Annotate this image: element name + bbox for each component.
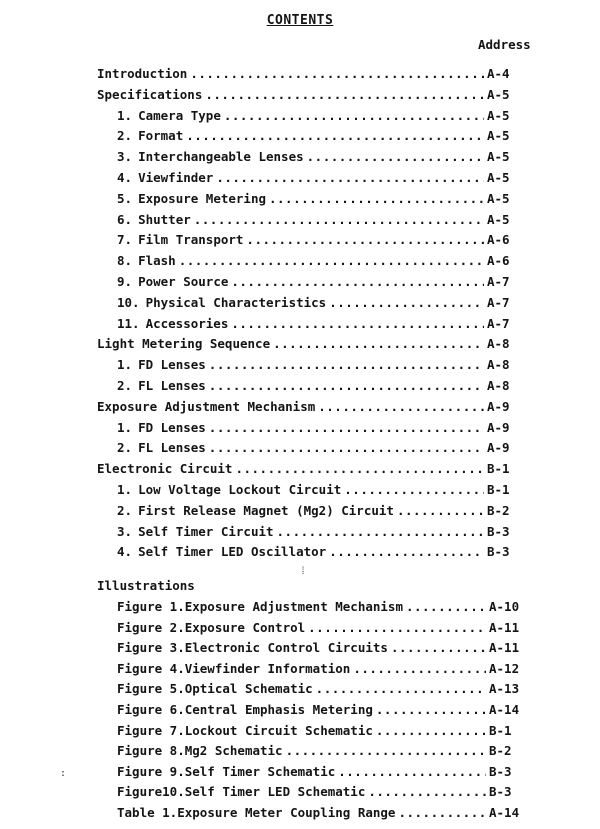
toc-entry xyxy=(97,501,535,522)
dot-leader xyxy=(277,522,484,543)
toc-entry xyxy=(97,334,535,355)
dot-leader xyxy=(318,397,484,418)
toc-entry-address: B-3 xyxy=(487,523,510,539)
toc-entry-number: 1. xyxy=(117,481,133,497)
toc-entry-address: A-5 xyxy=(487,169,510,185)
toc-entry-number: 11. xyxy=(117,315,140,331)
toc-entry-address: A-9 xyxy=(487,440,510,456)
illustration-figure-number: Figure 6. xyxy=(117,701,185,717)
toc-entry-address: A-5 xyxy=(487,86,510,102)
toc-entry xyxy=(97,272,535,293)
toc-entry xyxy=(97,210,535,231)
toc-entry-number: 2. xyxy=(117,440,133,456)
toc-entry-address: B-1 xyxy=(487,461,510,477)
illustration-figure-number: Figure10. xyxy=(117,784,185,800)
dot-leader xyxy=(286,741,486,762)
illustration-address: A-11 xyxy=(489,619,520,635)
toc-entry-number: 3. xyxy=(117,149,133,165)
toc-entry xyxy=(97,293,535,314)
toc-entry xyxy=(97,314,535,335)
toc-entry-label: Electronic Circuit xyxy=(97,461,233,477)
toc-entry-address: A-9 xyxy=(487,398,510,414)
illustration-address: A-14 xyxy=(489,804,520,820)
toc-entry-number: 2. xyxy=(117,502,133,518)
toc-entry-label: Exposure Metering xyxy=(138,190,266,206)
illustration-figure-number: Figure 3. xyxy=(117,640,185,656)
illustration-figure-number: Figure 1. xyxy=(117,599,185,614)
dot-leader xyxy=(209,418,484,439)
toc-entry-address: A-5 xyxy=(487,211,510,227)
dot-leader xyxy=(398,803,486,824)
illustration-entry xyxy=(117,700,535,721)
toc-entry-label: FL Lenses xyxy=(138,440,206,456)
illustration-label: Central Emphasis Metering xyxy=(184,701,373,717)
toc-entry-address: A-9 xyxy=(487,419,510,435)
toc-entry xyxy=(97,522,535,543)
toc-entry xyxy=(97,126,535,147)
dot-leader xyxy=(338,762,486,783)
dot-leader xyxy=(209,438,484,459)
illustration-label: Optical Schematic xyxy=(184,681,313,697)
toc-entry-address: A-8 xyxy=(487,357,510,373)
dot-leader xyxy=(391,638,486,659)
illustration-address: A-14 xyxy=(489,701,520,717)
toc-entry-number: 3. xyxy=(117,523,133,539)
toc-entry-number: 8. xyxy=(117,253,133,269)
dot-leader xyxy=(329,293,484,314)
toc-entry-number: 9. xyxy=(117,273,133,289)
illustration-figure-number: Figure 8. xyxy=(117,743,185,759)
toc-entry xyxy=(97,147,535,168)
illustration-entry xyxy=(117,721,535,742)
dot-leader xyxy=(344,480,484,501)
illustration-figure-number: Figure 9. xyxy=(117,763,185,779)
toc-entry-address: B-2 xyxy=(487,502,510,518)
address-column-header: Address xyxy=(478,37,531,52)
toc-entry-label: Specifications xyxy=(97,86,203,102)
dot-leader xyxy=(308,618,486,639)
toc-entry xyxy=(97,64,535,85)
illustration-entry xyxy=(117,659,535,680)
illustration-address: B-3 xyxy=(489,784,512,800)
dot-leader xyxy=(246,230,484,251)
toc-entry-number: 6. xyxy=(117,211,133,227)
toc-entry-address: B-3 xyxy=(487,544,510,560)
toc-entry xyxy=(97,418,535,439)
toc-entry-label: Light Metering Sequence xyxy=(97,336,271,352)
toc-entry-label: FD Lenses xyxy=(138,357,206,373)
dot-leader xyxy=(397,501,484,522)
toc-entry xyxy=(97,251,535,272)
toc-entry-label: Low Voltage Lockout Circuit xyxy=(138,481,342,497)
toc-entry-address: A-7 xyxy=(487,294,510,310)
dot-leader xyxy=(376,700,486,721)
dot-leader xyxy=(406,597,486,618)
toc-entry xyxy=(97,376,535,397)
illustration-label: Viewfinder Information xyxy=(184,660,351,676)
scan-speck: : xyxy=(60,768,67,779)
page-title: CONTENTS xyxy=(266,13,334,28)
dot-leader xyxy=(186,126,484,147)
illustration-entry xyxy=(117,597,535,618)
illustration-entry xyxy=(117,762,535,783)
toc-entry-number: 1. xyxy=(117,107,133,123)
toc-entry-number: 1. xyxy=(117,357,133,373)
illustration-label: Exposure Meter Coupling Range xyxy=(177,804,396,820)
toc-entry-label: FD Lenses xyxy=(138,419,206,435)
dot-leader xyxy=(231,314,484,335)
illustration-figure-number: Figure 7. xyxy=(117,722,185,738)
dot-leader xyxy=(209,376,484,397)
illustration-figure-number: Figure 4. xyxy=(117,660,185,676)
toc-entry-address: A-6 xyxy=(487,232,510,248)
dot-leader xyxy=(179,251,484,272)
illustration-figure-number: Table 1. xyxy=(117,804,178,820)
toc-entry-address: A-7 xyxy=(487,315,510,331)
toc-entry-number: 1. xyxy=(117,419,133,435)
toc-entry-address: A-8 xyxy=(487,336,510,352)
illustration-label: Self Timer LED Schematic xyxy=(184,784,366,800)
toc-entry-label: Format xyxy=(138,128,184,144)
dot-leader xyxy=(329,542,484,563)
dot-leader xyxy=(231,272,484,293)
illustration-address: A-12 xyxy=(489,660,520,676)
illustration-entry xyxy=(117,741,535,762)
dot-leader xyxy=(269,189,484,210)
illustrations-heading: Illustrations xyxy=(97,578,195,593)
toc-entry-label: Film Transport xyxy=(138,232,244,248)
illustration-entry xyxy=(117,679,535,700)
toc-entry-address: A-7 xyxy=(487,273,510,289)
toc-entry-number: 2. xyxy=(117,377,133,393)
toc-entry-number: 5. xyxy=(117,190,133,206)
table-of-contents xyxy=(97,64,535,563)
illustration-address: A-10 xyxy=(489,599,520,614)
toc-entry-number: 4. xyxy=(117,169,133,185)
toc-entry-label: Power Source xyxy=(138,273,229,289)
dot-leader xyxy=(194,210,484,231)
toc-entry-label: Accessories xyxy=(145,315,229,331)
dot-leader xyxy=(368,782,486,803)
toc-entry-address: A-6 xyxy=(487,253,510,269)
toc-entry-label: Introduction xyxy=(97,66,188,81)
illustrations-list xyxy=(117,597,535,824)
dot-leader xyxy=(273,334,484,355)
dot-leader xyxy=(205,85,484,106)
illustration-label: Electronic Control Circuits xyxy=(184,640,388,656)
toc-entry xyxy=(97,168,535,189)
toc-entry-address: A-5 xyxy=(487,128,510,144)
toc-entry-label: Flash xyxy=(138,253,176,269)
toc-entry-number: 7. xyxy=(117,232,133,248)
toc-entry-address: A-5 xyxy=(487,107,510,123)
toc-entry xyxy=(97,189,535,210)
toc-entry-label: Physical Characteristics xyxy=(145,294,327,310)
toc-entry-label: Self Timer LED Oscillator xyxy=(138,544,327,560)
toc-entry xyxy=(97,355,535,376)
dot-leader xyxy=(224,106,484,127)
toc-entry-label: Exposure Adjustment Mechanism xyxy=(97,398,316,414)
illustration-label: Lockout Circuit Schematic xyxy=(184,722,373,738)
toc-entry-address: A-5 xyxy=(487,149,510,165)
dot-leader xyxy=(307,147,484,168)
illustration-label: Mg2 Schematic xyxy=(184,743,283,759)
toc-entry xyxy=(97,106,535,127)
toc-entry-label: First Release Magnet (Mg2) Circuit xyxy=(138,502,394,518)
illustration-address: B-2 xyxy=(489,743,512,759)
toc-entry xyxy=(97,438,535,459)
toc-entry-number: 10. xyxy=(117,294,140,310)
dot-leader xyxy=(190,64,484,85)
dot-leader xyxy=(216,168,484,189)
toc-entry-label: FL Lenses xyxy=(138,377,206,393)
toc-entry-address: B-1 xyxy=(487,481,510,497)
toc-entry-number: 2. xyxy=(117,128,133,144)
illustration-label: Self Timer Schematic xyxy=(184,763,336,779)
dot-leader xyxy=(376,721,486,742)
toc-entry-label: Self Timer Circuit xyxy=(138,523,274,539)
toc-entry xyxy=(97,542,535,563)
toc-entry xyxy=(97,397,535,418)
toc-entry-number: 4. xyxy=(117,544,133,560)
toc-entry-address: A-8 xyxy=(487,377,510,393)
dot-leader xyxy=(235,459,484,480)
illustration-address: A-11 xyxy=(489,640,520,656)
dot-leader xyxy=(353,659,486,680)
toc-entry xyxy=(97,459,535,480)
illustration-address: A-13 xyxy=(489,681,520,697)
illustration-figure-number: Figure 5. xyxy=(117,681,185,697)
toc-entry-label: Interchangeable Lenses xyxy=(138,149,304,165)
illustration-entry xyxy=(117,782,535,803)
toc-entry-address: A-4 xyxy=(487,66,510,81)
scan-speck: ⁞ xyxy=(300,566,307,577)
dot-leader xyxy=(316,679,486,700)
toc-entry xyxy=(97,480,535,501)
toc-entry-label: Camera Type xyxy=(138,107,221,123)
illustration-entry xyxy=(117,618,535,639)
toc-entry xyxy=(97,85,535,106)
illustration-address: B-1 xyxy=(489,722,512,738)
toc-entry xyxy=(97,230,535,251)
illustration-address: B-3 xyxy=(489,763,512,779)
dot-leader xyxy=(209,355,484,376)
illustration-entry xyxy=(117,638,535,659)
illustration-label: Exposure Control xyxy=(184,619,306,635)
toc-entry-label: Shutter xyxy=(138,211,191,227)
illustration-figure-number: Figure 2. xyxy=(117,619,185,635)
illustration-entry xyxy=(117,803,535,824)
illustration-label: Exposure Adjustment Mechanism xyxy=(184,599,403,614)
toc-entry-label: Viewfinder xyxy=(138,169,214,185)
toc-entry-address: A-5 xyxy=(487,190,510,206)
